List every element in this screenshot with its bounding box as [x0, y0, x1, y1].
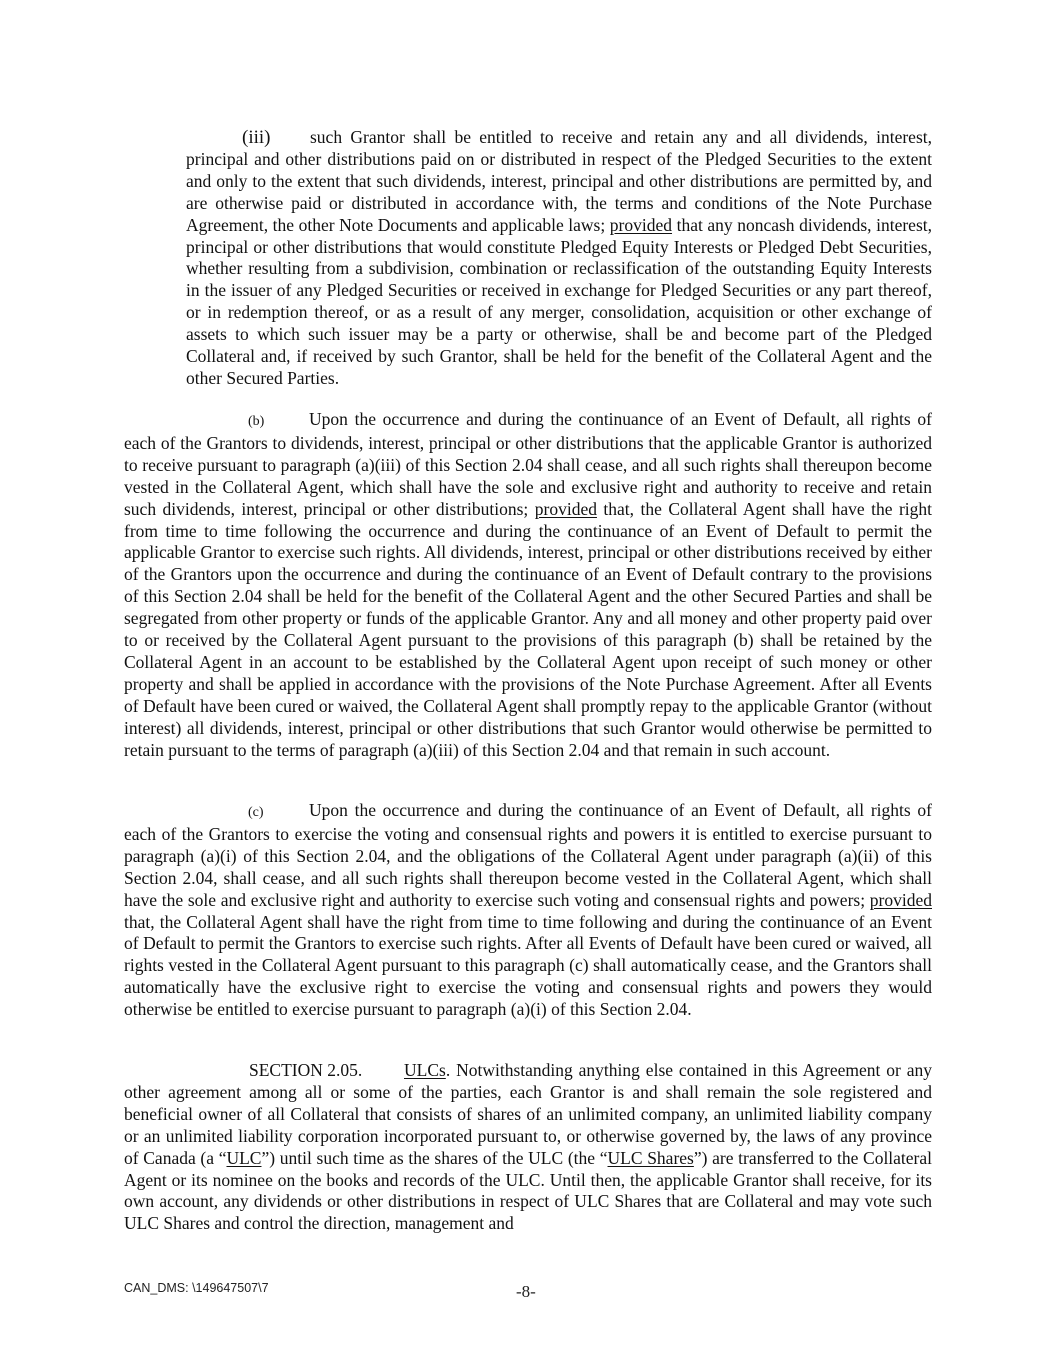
defined-term-ulc-shares: ULC Shares	[607, 1147, 694, 1168]
provided-term: provided	[869, 889, 932, 910]
provided-term: provided	[534, 498, 597, 519]
paragraph-text: Upon the occurrence and during the continuance of an Event of Default, all rights of each of the Grantors to dividends, interest, principal or other distributions that the applicable Grantor is authorized to receive pursuant to paragraph (a)(iii) of this Section 2.04 shall cease, and all such rights shall thereupon become vested in the Collateral Agent, which shall have the sole and exclusive right and authority to receive and retain such dividends, interest, principal or other distributions;	[124, 409, 932, 519]
section-heading: SECTION 2.05.	[249, 1060, 363, 1080]
paragraph-number-iii: (iii)	[242, 127, 271, 148]
provided-term: provided	[609, 214, 673, 235]
paragraph-number-b: (b)	[248, 414, 265, 429]
section-2-05	[124, 1060, 932, 1235]
paragraph-text: that, the Collateral Agent shall have the right from time to time following and during the continuance of an Event of Default to permit the Grantors to exercise such rights. After all Events of Default have been cured or waived, all rights vested in the Collateral Agent pursuant to this paragraph (c) shall automatically cease, and the Grantors shall automatically have the exclusive right to exercise the voting and consensual rights and powers they would otherwise be entitled to exercise pursuant to paragraph (a)(i) of this Section 2.04.	[124, 911, 932, 1020]
paragraph-text: that any noncash dividends, interest, principal or other distributions that would constitute Pledged Equity Interests or Pledged Debt Securities, whether resulting from a subdivision, combination or reclassification of the outstanding Equity Interests in the issuer of any Pledged Securities or received in exchange for Pledged Securities or any part thereof, or in redemption thereof, or as a result of any merger, consolidation, acquisition or other exchange of assets to which such issuer may be a party or otherwise, shall be and become part of the Pledged Collateral and, if received by such Grantor, shall be held for the benefit of the Collateral Agent and the other Secured Parties.	[186, 214, 932, 388]
paragraph-a-iii	[186, 127, 932, 390]
section-text: ”) until such time as the shares of the ULC (the “	[261, 1147, 608, 1168]
defined-term-ulc: ULC	[226, 1147, 262, 1168]
paragraph-number-c: (c)	[248, 805, 264, 820]
paragraph-b	[124, 409, 932, 762]
paragraph-text: that, the Collateral Agent shall have the right from time to time following the occurrence and during the continuance of an Event of Default to permit the applicable Grantor to exercise such rights. All dividends, interest, principal or other distributions received by either of the Grantors upon the occurrence and during the continuance of an Event of Default contrary to the provisions of this Section 2.04 shall be held for the benefit of the Collateral Agent and the other Secured Parties and shall be segregated from other property or funds of the applicable Grantor. Any and all money and other property paid over to or received by the Collateral Agent pursuant to the provisions of this paragraph (b) shall be retained by the Collateral Agent in an account to be established by the Collateral Agent upon receipt of such money or other property and shall be applied in accordance with the provisions of the Note Purchase Agreement. After all Events of Default have been cured or waived, the Collateral Agent shall promptly repay to the applicable Grantor (without interest) all dividends, interest, principal or other distributions that such Grantor would otherwise be permitted to retain pursuant to the terms of paragraph (a)(iii) of this Section 2.04 and that remain in such account.	[124, 498, 932, 760]
section-title: ULCs	[404, 1060, 446, 1080]
section-text: ”) are transferred to the Collateral Agent or its nominee on the books and records of the ULC. Until then, the applicable Grantor shall receive, for its own account, any dividends or other distributions in respect of ULC Shares that are Collateral and may vote such ULC Shares and control the direction, management and	[124, 1147, 933, 1234]
paragraph-c	[124, 800, 932, 1021]
paragraph-text: such Grantor shall be entitled to receive and retain any and all dividends, interest, principal and other distributions paid on or distributed in respect of the Pledged Securities to the extent and only to the extent that such dividends, interest, principal and other distributions are permitted by, and are otherwise paid or distributed in accordance with, the terms and conditions of the Note Purchase Agreement, the other Note Documents and applicable laws;	[186, 127, 932, 235]
footer-doc-id: CAN_DMS: \149647507\7	[124, 1281, 269, 1295]
section-text: . Notwithstanding anything else contained in this Agreement or any other agreement among all or some of the parties, each Grantor is and shall remain the sole registered and beneficial owner of all Collateral that consists of shares of an unlimited company, an unlimited liability company or an unlimited liability corporation incorporated pursuant to, or otherwise governed by, the laws of any province of Canada (a “	[124, 1060, 932, 1168]
page-number: -8-	[516, 1282, 536, 1301]
paragraph-text: Upon the occurrence and during the continuance of an Event of Default, all rights of each of the Grantors to exercise the voting and consensual rights and powers it is entitled to exercise pursuant to paragraph (a)(i) of this Section 2.04, and the obligations of the Collateral Agent under paragraph (a)(ii) of this Section 2.04, shall cease, and all such rights shall thereupon become vested in the Collateral Agent, which shall have the sole and exclusive right and authority to exercise such voting and consensual rights and powers;	[124, 800, 932, 910]
